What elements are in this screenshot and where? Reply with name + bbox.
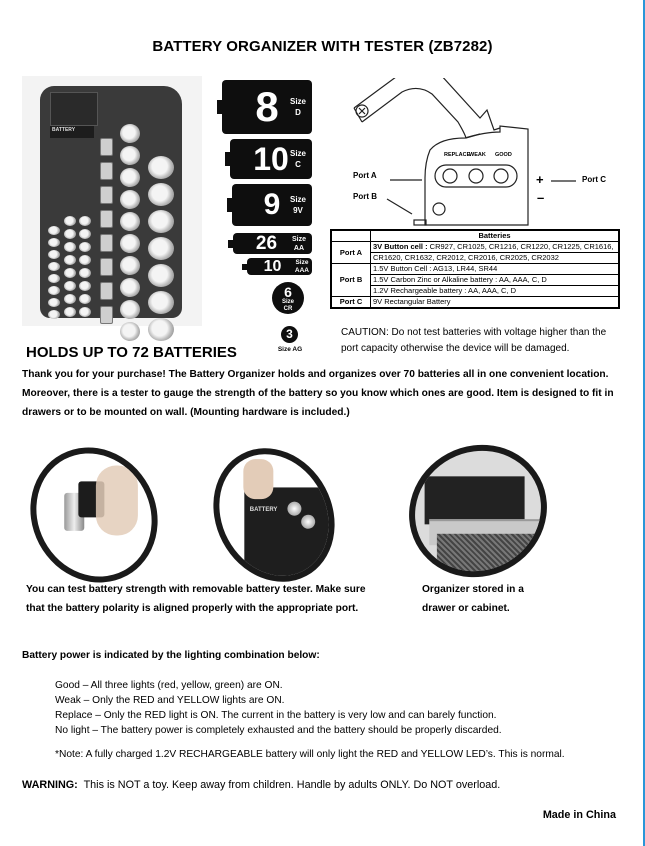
indicator-replace: REPLACE bbox=[444, 152, 471, 158]
aa-slots-2 bbox=[79, 216, 91, 317]
holds-heading: HOLDS UP TO 72 BATTERIES bbox=[26, 344, 237, 361]
warning-label: WARNING: bbox=[22, 779, 78, 791]
port-c-cell: Port C bbox=[331, 297, 371, 309]
warning-text: This is NOT a toy. Keep away from children. Handle by adults ONLY. Do NOT overload. bbox=[77, 779, 501, 791]
legend-replace: Replace – Only the RED light is ON. The current in the battery is very low and can barely function. bbox=[55, 710, 497, 721]
indicator-weak: WEAK bbox=[469, 152, 486, 158]
caption-tester: You can test battery strength with removable battery tester. Make sure that the battery polarity is aligned properly with the appropriate port. bbox=[26, 584, 366, 614]
count-badge-cr: 6 Size CR bbox=[272, 282, 304, 314]
table-header-batteries: Batteries bbox=[371, 230, 620, 242]
minus-sign: – bbox=[537, 190, 545, 205]
aa-slots-1 bbox=[64, 216, 76, 317]
port-b-batteries-1: 1.5V Button Cell : AG13, LR44, SR44 bbox=[371, 264, 620, 275]
photo-removing-tester: BATTERY bbox=[190, 427, 357, 603]
port-a-label: Port A bbox=[353, 171, 377, 180]
caption-drawer: Organizer stored in a drawer or cabinet. bbox=[422, 584, 524, 614]
count-badge-aa: 26 Size AA bbox=[233, 233, 312, 254]
count-badge-c: 10 Size C bbox=[230, 139, 312, 179]
ag-size-label: Size AG bbox=[277, 346, 303, 353]
caution-text: CAUTION: Do not test batteries with voltage higher than the port capacity otherwise the device will be damaged. bbox=[341, 327, 607, 354]
organizer-label: BATTERY bbox=[50, 126, 94, 138]
organizer-photo bbox=[22, 76, 202, 326]
photo-drawer-storage bbox=[386, 421, 571, 602]
port-compatibility-table bbox=[330, 229, 620, 309]
count-badge-9v: 9 Size 9V bbox=[232, 184, 312, 226]
tester-diagram bbox=[340, 78, 630, 226]
c-slots bbox=[120, 124, 140, 341]
photo-testing-battery bbox=[7, 425, 181, 605]
port-a-cell: Port A bbox=[331, 242, 371, 264]
warning-line bbox=[22, 779, 500, 791]
aaa-slots bbox=[48, 226, 60, 319]
port-b-batteries-2: 1.5V Carbon Zinc or Alkaline battery : AA, AAA, C, D bbox=[371, 275, 620, 286]
port-a-batteries-2: CR1620, CR1632, CR2012, CR2016, CR2025, CR2032 bbox=[371, 253, 620, 264]
9v-slots bbox=[100, 138, 113, 324]
count-badge-d: 8 Size D bbox=[222, 80, 312, 134]
legend-good: Good – All three lights (red, yellow, green) are ON. bbox=[55, 680, 283, 691]
d-slots bbox=[148, 156, 174, 341]
port-b-cell: Port B bbox=[331, 264, 371, 297]
light-legend bbox=[55, 678, 502, 738]
power-heading: Battery power is indicated by the lighting combination below: bbox=[22, 650, 320, 661]
indicator-good: GOOD bbox=[495, 152, 512, 158]
port-b-label: Port B bbox=[353, 192, 377, 201]
intro-paragraph: Thank you for your purchase! The Battery Organizer holds and organizes over 70 batteries all in one convenient location. Moreover, there is a tester to gauge the strength of the battery so you know which ones are good. Item is designed to fit in drawers or to be mounted on wall. (Mounting hardware is included.) bbox=[22, 369, 614, 418]
port-c-label: Port C bbox=[582, 175, 606, 184]
table-corner bbox=[331, 230, 371, 242]
port-c-batteries: 9V Rectangular Battery bbox=[371, 297, 620, 309]
organizer-body bbox=[40, 86, 182, 318]
plus-sign: + bbox=[536, 172, 544, 187]
port-a-batteries-1: 3V Button cell : CR927, CR1025, CR1216, CR1220, CR1225, CR1616, bbox=[371, 242, 620, 253]
legend-no-light: No light – The battery power is completely exhausted and the battery should be properly discarded. bbox=[55, 725, 502, 736]
legend-weak: Weak – Only the RED and YELLOW lights are ON. bbox=[55, 695, 285, 706]
made-in-label: Made in China bbox=[542, 809, 616, 821]
page-title: BATTERY ORGANIZER WITH TESTER (ZB7282) bbox=[152, 38, 493, 55]
count-badge-aaa: 10 Size AAA bbox=[247, 258, 312, 275]
port-b-batteries-3: 1.2V Rechargeable battery : AA, AAA, C, D bbox=[371, 286, 620, 297]
rechargeable-note: *Note: A fully charged 1.2V RECHARGEABLE battery will only light the RED and YELLOW LED’s. This is normal. bbox=[55, 749, 565, 760]
count-badge-ag: 3 bbox=[281, 326, 298, 343]
removable-tester bbox=[50, 92, 98, 126]
